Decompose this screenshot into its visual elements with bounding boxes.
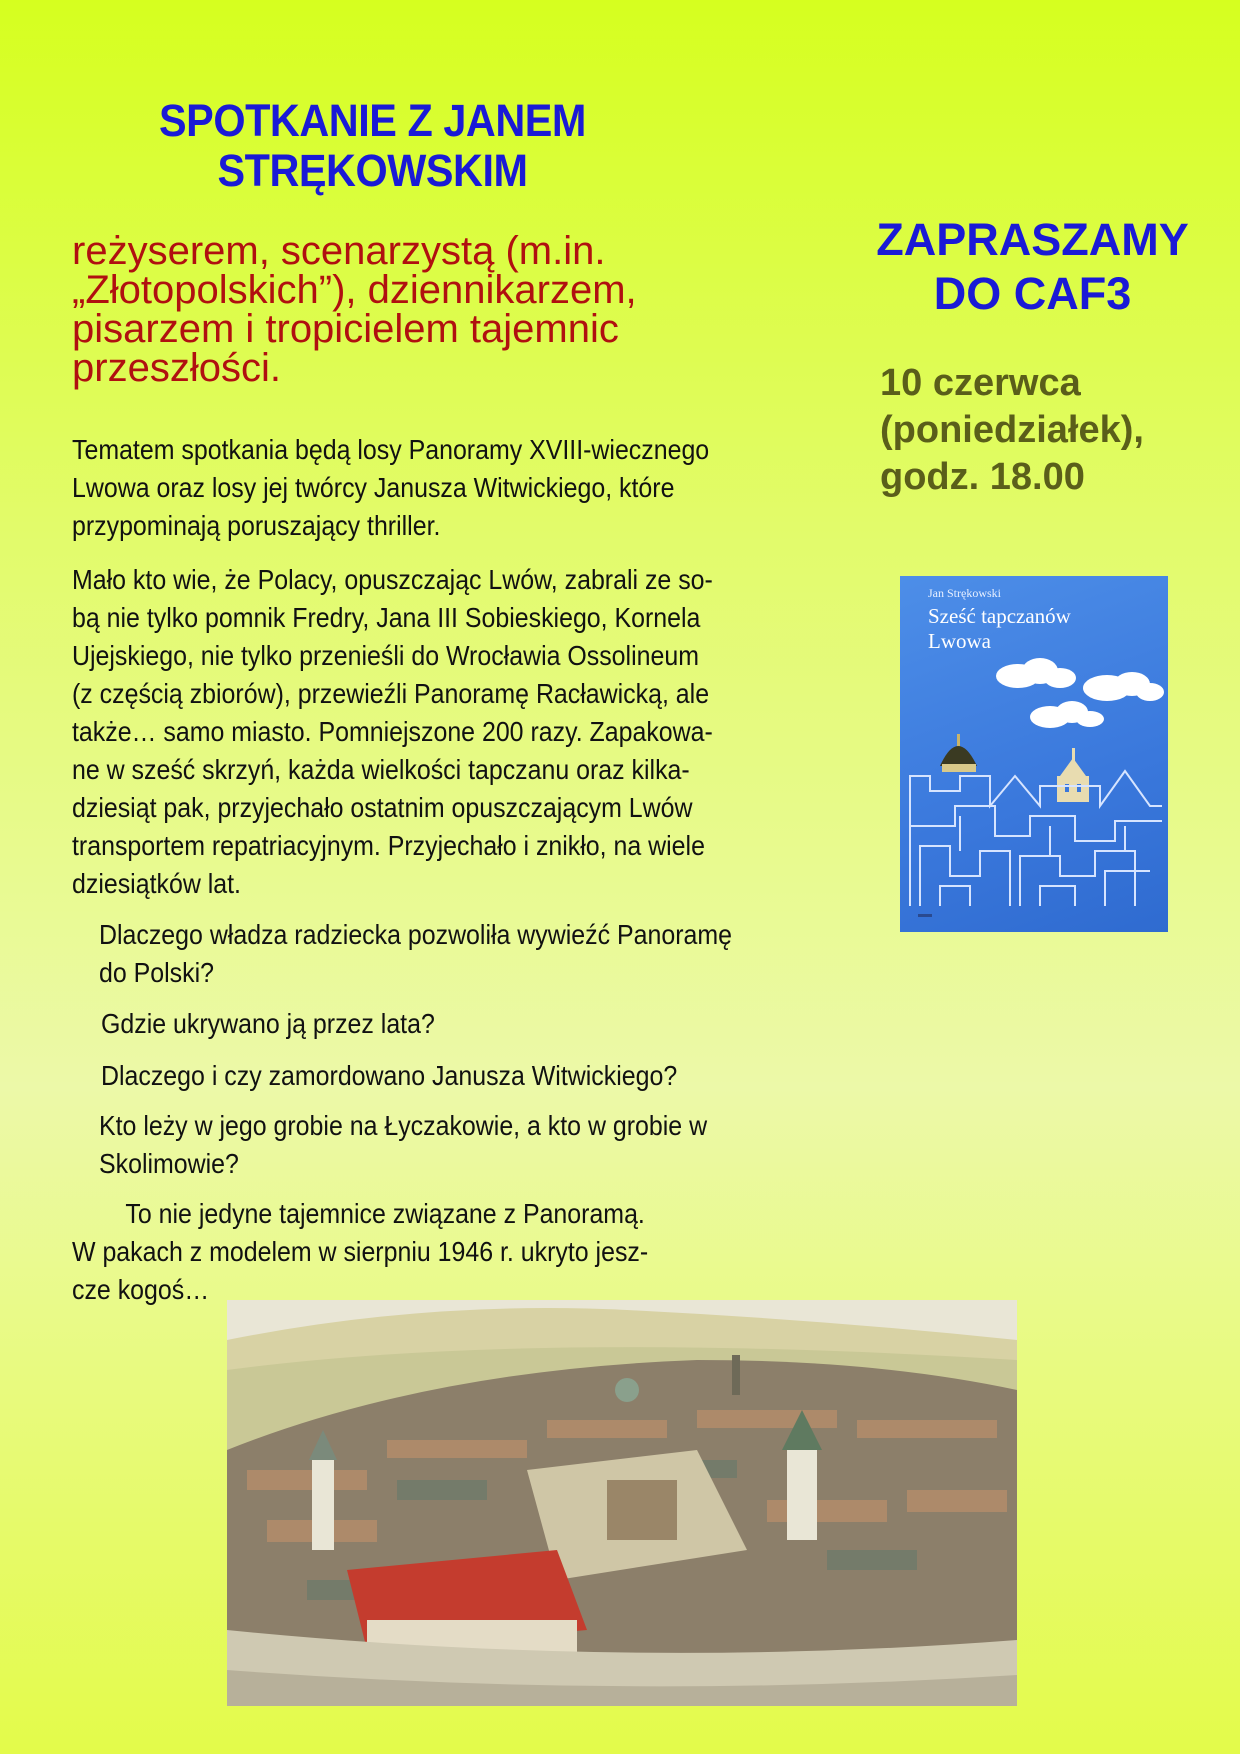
invitation-heading	[860, 213, 1205, 321]
event-date-line-3: godz. 18.00	[880, 456, 1085, 498]
story-line-7: dziesiąt pak, przyjechało ostatnim opuszczającym Lwów	[72, 792, 693, 823]
event-date-line-2: (poniedziałek),	[880, 409, 1144, 451]
closing-line-2: W pakach z modelem w sierpniu 1946 r. ukryto jesz-	[72, 1236, 649, 1267]
guest-description	[72, 229, 772, 390]
invitation-line-2: DO CAF3	[933, 268, 1132, 319]
event-date-line-1: 10 czerwca	[880, 362, 1081, 404]
guest-description-line-4: przeszłości.	[72, 346, 281, 390]
intro-line-3: przypominają poruszający thriller.	[72, 510, 441, 541]
question-2: Gdzie ukrywano ją przez lata?	[101, 1008, 435, 1039]
story-line-9: dziesiątków lat.	[72, 868, 241, 899]
panorama-model-illustration	[227, 1300, 1017, 1706]
event-date	[880, 360, 1220, 501]
question-4	[99, 1107, 793, 1183]
question-4-line-1: Kto leży w jego grobie na Łyczakowie, a kto w grobie w	[99, 1110, 708, 1141]
invitation-line-1: ZAPRASZAMY	[876, 214, 1189, 265]
intro-paragraph	[72, 431, 784, 545]
city-line-drawing	[910, 771, 1162, 906]
question-1	[99, 916, 793, 992]
intro-line-2: Lwowa oraz losy jej twórcy Janusza Witwickiego, które	[72, 472, 675, 503]
cloud-shapes	[996, 658, 1164, 728]
book-title-line-1: Sześć tapczanów	[928, 604, 1071, 628]
book-title-line-2: Lwowa	[928, 629, 991, 653]
panorama-model-photo	[227, 1300, 1017, 1706]
story-paragraph	[72, 561, 784, 903]
question-1-line-1: Dlaczego władza radziecka pozwoliła wywieźć Panoramę	[99, 919, 732, 950]
story-line-1: Mało kto wie, że Polacy, opuszczając Lwów, zabrali ze so-	[72, 564, 713, 595]
event-title-line-2: STRĘKOWSKIM	[217, 145, 528, 196]
guest-description-line-3: pisarzem i tropicielem tajemnic	[72, 307, 619, 351]
closing-line-1: To nie jedyne tajemnice związane z Panoramą.	[125, 1198, 645, 1229]
town-hall-tower	[1057, 748, 1089, 802]
story-line-2: bą nie tylko pomnik Fredry, Jana III Sobieskiego, Kornela	[72, 602, 701, 633]
guest-description-line-1: reżyserem, scenarzystą (m.in.	[72, 229, 606, 273]
book-cover-image	[900, 576, 1168, 932]
story-line-3: Ujejskiego, nie tylko przenieśli do Wrocławia Ossolineum	[72, 640, 699, 671]
closing-paragraph	[72, 1195, 713, 1309]
intro-line-1: Tematem spotkania będą losy Panoramy XVIII-wiecznego	[72, 434, 710, 465]
book-title	[928, 604, 1158, 654]
event-title-line-1: SPOTKANIE Z JANEM	[159, 95, 586, 146]
church-dome	[940, 734, 977, 772]
publisher-logo	[918, 914, 932, 917]
story-line-8: transportem repatriacyjnym. Przyjechało i znikło, na wiele	[72, 830, 705, 861]
question-4-line-2: Skolimowie?	[99, 1148, 239, 1179]
question-3: Dlaczego i czy zamordowano Janusza Witwickiego?	[101, 1060, 678, 1091]
event-title	[140, 96, 605, 196]
story-line-5: także… samo miasto. Pomniejszone 200 razy. Zapakowa-	[72, 716, 713, 747]
guest-description-line-2: „Złotopolskich”), dziennikarzem,	[72, 268, 637, 312]
closing-line-3: cze kogoś…	[72, 1274, 210, 1305]
story-line-4: (z częścią zbiorów), przewieźli Panoramę Racławicką, ale	[72, 678, 710, 709]
book-author: Jan Strękowski	[928, 586, 1001, 600]
question-1-line-2: do Polski?	[99, 957, 214, 988]
story-line-6: ne w sześć skrzyń, każda wielkości tapczanu oraz kilka-	[72, 754, 690, 785]
